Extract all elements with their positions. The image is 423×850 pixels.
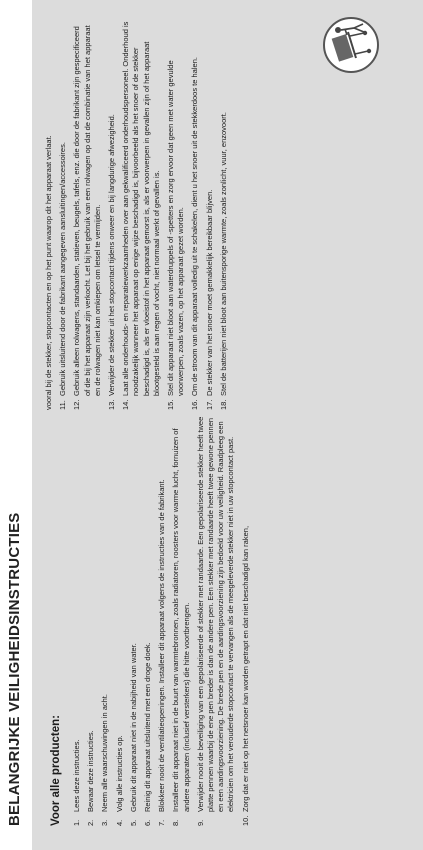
- item-text: Bewaar deze instructies.: [86, 730, 96, 812]
- list-item: [72, 18, 103, 410]
- item-text: Verwijder de stekker uit het stopcontact tijdens onweer en bij langdurige afwezigheid.: [107, 114, 117, 396]
- item-text: Blokkeer nooit de ventilatieopeningen. Installeer dit apparaat volgens de instructies van de fabrikant.: [157, 479, 167, 812]
- item-number: 12.: [72, 399, 82, 410]
- list-item: [190, 18, 200, 410]
- item-number: 14.: [121, 399, 131, 410]
- item-number: 2.: [86, 819, 96, 826]
- item-number: 11.: [58, 400, 68, 410]
- cart-tip-over-warning-icon: [322, 16, 380, 74]
- item-text: Volg alle instructies op.: [114, 735, 124, 812]
- item-10-continuation: vooral bij de stekker, stopcontacten en op het punt waarop dit het apparaat verlaat.: [44, 135, 53, 410]
- list-item: [121, 18, 162, 410]
- column-left: [44, 412, 255, 826]
- item-text: Neem alle waarschuwingen in acht.: [100, 694, 110, 812]
- list-item: [86, 412, 96, 826]
- instruction-list: [72, 412, 251, 826]
- item-number: 16.: [190, 399, 200, 410]
- list-item: [58, 18, 68, 410]
- item-number: 5.: [128, 819, 138, 826]
- item-number: 1.: [72, 819, 81, 826]
- item-text: Zorg dat er niet op het netsnoer kan worden getrapt en dat niet beschadigd kan raken,: [240, 525, 250, 812]
- item-text: Om de stroom van dit apparaat volledig uit te schakelen, dient u het snoer uit de stekkerdoos te halen.: [190, 57, 200, 396]
- item-text: Gebruik dit apparaat niet in de nabijheid van water.: [128, 643, 138, 812]
- item-text: Gebruik uitsluitend door de fabrikant aangegeven aansluitingen/accessoires.: [58, 142, 68, 396]
- list-item: [129, 412, 139, 826]
- item-number: 18.: [218, 399, 228, 410]
- list-item: [115, 412, 125, 826]
- item-number: 4.: [114, 819, 124, 826]
- item-text: De stekker van het snoer moet gemakkelijk bereikbaar blijven.: [204, 189, 214, 396]
- list-item: [157, 412, 167, 826]
- list-item: [100, 412, 110, 826]
- item-number: 15.: [166, 399, 176, 410]
- item-text: Verwijder nooit de beveiliging van een gepolariseerde of stekker met randaarde. Een gepolariseerde stekker heeft twee platte pennen waarbij de ene pen breder is dan de andere pen. Een stekker met randaarde heeft twee gewone pennen en een aardingsvoorziening. De brede pen en de aardingsvoorziening zijn bedoeld voor uw veiligheid. Raadpleeg een elektricien om het verouderde stopcontact te vervangen als de meegeleverde stekker niet in uw stopcontact past.: [195, 416, 236, 812]
- list-item: [171, 412, 191, 826]
- column-right: [44, 18, 233, 410]
- list-item: [72, 412, 82, 826]
- item-text: Gebruik alleen rolwagens, standaarden, statieven, beugels, tafels, enz. die door de fabrikant zijn gespecificeerd of die bij het apparaat zijn verkocht. Let bij het gebruik van een rolwagen op dat de combinatie van het apparaat en de rolwagen niet kan omkiepen om letsel te vermijden.: [72, 25, 102, 396]
- item-text: Stel dit apparaat niet bloot aan waterdruppels of -spetters en zorg ervoor dat geen met water gevulde voorwerpen, zoals vazen, op het apparaat gezet worden.: [166, 60, 186, 396]
- list-item: [205, 18, 215, 410]
- item-text: Lees deze instructies.: [72, 739, 81, 812]
- list-item: [143, 412, 153, 826]
- item-number: 13.: [107, 399, 117, 410]
- item-number: 17.: [204, 399, 214, 410]
- item-text: Stel de batterijen niet bloot aan buitensporige warmte, zoals zonlicht, vuur, enzovoort.: [218, 112, 228, 396]
- list-item: [166, 18, 186, 410]
- item-number: 9.: [195, 819, 205, 826]
- item-number: 10.: [240, 815, 250, 826]
- item-number: 8.: [171, 819, 181, 826]
- list-item: [107, 18, 117, 410]
- instruction-list-continued: [58, 18, 229, 410]
- item-text: Laat alle onderhouds- en reparatiewerkzaamheden over aan gekwalificeerd onderhoudspersoneel. Onderhoud is noodzakelijk wanneer het apparaat op enige wijze beschadigd is, bijvoorbeeld als het snoer of de stekker beschadigd is, als er vloeistof in het apparaat gemorst is, als er voorwerpen in gevallen zijn of het apparaat blootgesteld is aan regen of vocht, niet normaal werkt of gevallen is.: [121, 21, 161, 396]
- item-number: 3.: [100, 819, 110, 826]
- page-title: BELANGRIJKE VEILIGHEIDSINSTRUCTIES: [6, 512, 23, 826]
- item-number: 6.: [143, 819, 153, 826]
- item-text: Reinig dit apparaat uitsluitend met een droge doek.: [143, 642, 153, 812]
- list-item: [196, 412, 237, 826]
- section-heading: Voor alle producten:: [50, 715, 62, 826]
- list-item: [241, 412, 251, 826]
- item-number: 7.: [157, 819, 167, 826]
- item-text: Installeer dit apparaat niet in de buurt van warmtebronnen, zoals radiatoren, roosters voor warme lucht, fornuizen of andere apparaten (inclusief versterkers) die hitte voortbrengen.: [171, 428, 191, 812]
- list-item: [219, 18, 229, 410]
